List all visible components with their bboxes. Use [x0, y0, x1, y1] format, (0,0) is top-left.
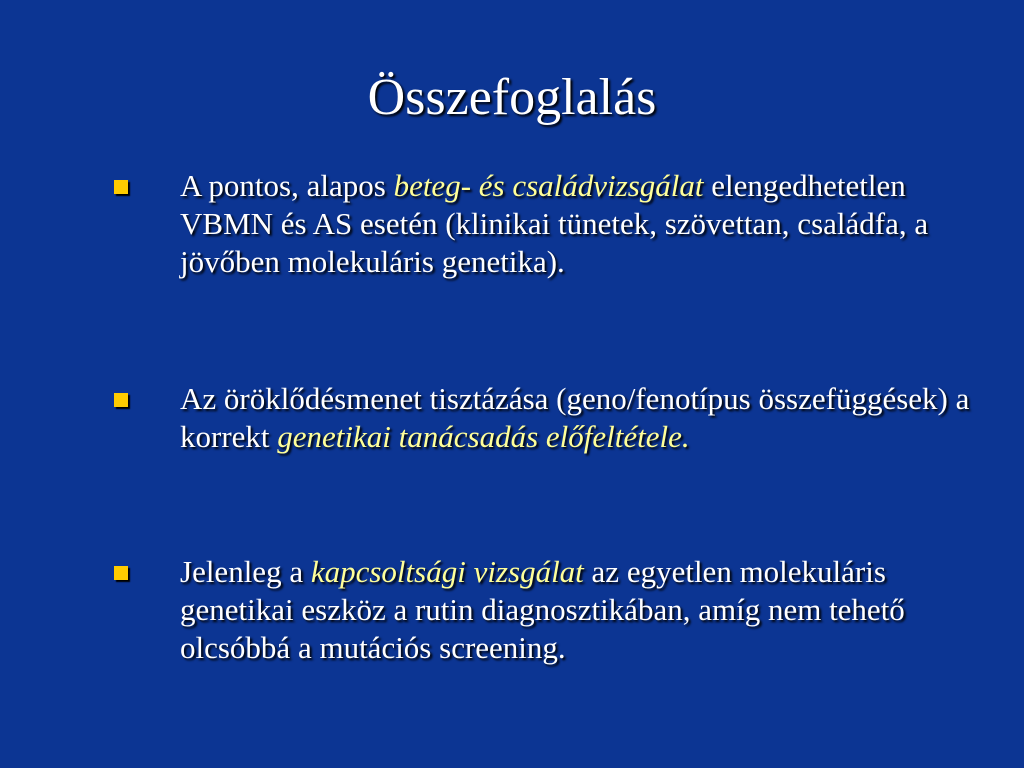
square-bullet-icon [114, 180, 128, 194]
bullet-text-plain: Jelenleg a [180, 554, 311, 589]
bullet-text [180, 167, 972, 281]
bullet-text-emphasis: beteg- és családvizsgálat [393, 168, 704, 203]
bullet-text-emphasis: kapcsoltsági vizsgálat [310, 554, 584, 589]
square-bullet-icon [114, 393, 128, 407]
bullet-text-plain: A pontos, alapos [180, 168, 394, 203]
bullet-text [180, 553, 972, 667]
bullet-text-plain: Az öröklődésmenet tisztázása (geno/fenotípus összefüggések) a korrekt [180, 381, 970, 454]
bullet-text-plain: elengedhetetlen VBMN és AS esetén (klinikai tünetek, szövettan, családfa, a jövőben molekuláris genetika). [180, 168, 929, 279]
bullet-text [180, 380, 972, 456]
bullet-text-emphasis: genetikai tanácsadás előfeltétele. [277, 419, 690, 454]
bullet-text-plain: az egyetlen molekuláris genetikai eszköz a rutin diagnosztikában, amíg nem tehető olcsóbbá a mutációs screening. [180, 554, 905, 665]
slide-title: Összefoglalás [367, 69, 657, 126]
square-bullet-icon [114, 566, 128, 580]
